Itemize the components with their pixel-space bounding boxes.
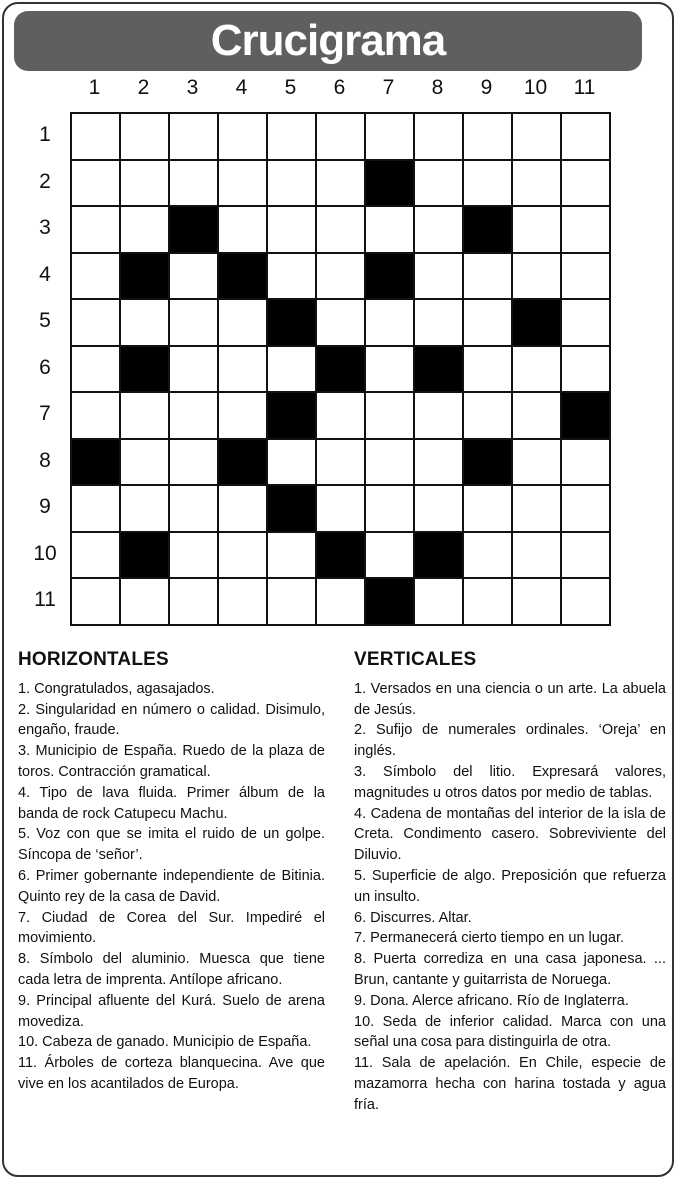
grid-cell-black: [464, 207, 513, 254]
grid-cell[interactable]: [72, 161, 121, 208]
grid-cell[interactable]: [268, 347, 317, 394]
grid-cell[interactable]: [464, 114, 513, 161]
row-number: 2: [39, 169, 51, 193]
horizontal-clues: [18, 650, 325, 1095]
row-number: 8: [39, 448, 51, 472]
grid-cell[interactable]: [366, 114, 415, 161]
grid-cell[interactable]: [317, 393, 366, 440]
clue-item: 8. Puerta corrediza en una casa japonesa. ... Brun, cantante y guitarrista de Noruega.: [354, 951, 666, 988]
grid-cell-black: [72, 440, 121, 487]
grid-cell-black: [415, 347, 464, 394]
grid-cell[interactable]: [170, 579, 219, 626]
clue-item: 4. Tipo de lava fluida. Primer álbum de la banda de rock Catupecu Machu.: [18, 784, 325, 822]
grid-cell[interactable]: [513, 440, 562, 487]
grid-cell[interactable]: [170, 486, 219, 533]
grid-cell[interactable]: [513, 114, 562, 161]
clue-item: 4. Cadena de montañas del interior de la isla de Creta. Condimento casero. Sobreviviente del Diluvio.: [354, 805, 666, 864]
grid-cell[interactable]: [415, 486, 464, 533]
grid-cell[interactable]: [513, 579, 562, 626]
grid-cell[interactable]: [317, 486, 366, 533]
clue-item: 3. Símbolo del litio. Expresará valores, magnitudes u otros datos por medio de tablas.: [354, 763, 666, 801]
grid-cell-black: [268, 300, 317, 347]
grid-cell[interactable]: [121, 486, 170, 533]
grid-cell[interactable]: [72, 207, 121, 254]
grid-cell[interactable]: [317, 161, 366, 208]
grid-cell[interactable]: [562, 161, 611, 208]
grid-cell-black: [268, 486, 317, 533]
grid-cell[interactable]: [121, 440, 170, 487]
grid-cell-black: [121, 254, 170, 301]
clue-item: 7. Permanecerá cierto tiempo en un lugar.: [354, 930, 625, 947]
grid-cell[interactable]: [464, 486, 513, 533]
grid-cell[interactable]: [219, 533, 268, 580]
clue-item: 11. Árboles de corteza blanquecina. Ave que vive en los acantilados de Europa.: [18, 1055, 325, 1092]
grid-cell[interactable]: [513, 347, 562, 394]
row-number: 4: [39, 262, 51, 286]
row-number: 7: [39, 402, 51, 425]
grid-cell-black: [366, 254, 415, 301]
vertical-clues: [354, 650, 666, 1116]
grid-cell[interactable]: [72, 347, 121, 394]
grid-cell-black: [464, 440, 513, 487]
grid-cell[interactable]: [219, 393, 268, 440]
grid-cell[interactable]: [513, 533, 562, 580]
grid-cell[interactable]: [268, 114, 317, 161]
grid-cell-black: [415, 533, 464, 580]
grid-cell-black: [170, 207, 219, 254]
grid-cell[interactable]: [170, 161, 219, 208]
column-number: 1: [88, 76, 101, 99]
column-number: 9: [480, 76, 493, 99]
grid-cell[interactable]: [317, 300, 366, 347]
grid-cell-black: [219, 254, 268, 301]
clue-item: 2. Singularidad en número o calidad. Disimulo, engaño, fraude.: [18, 701, 325, 739]
grid-cell[interactable]: [268, 254, 317, 301]
grid-cell[interactable]: [562, 254, 611, 301]
grid-cell[interactable]: [415, 254, 464, 301]
row-number: 6: [39, 355, 51, 379]
page-title: Crucigrama: [210, 16, 446, 65]
clue-item: 6. Primer gobernante independiente de Bitinia. Quinto rey de la casa de David.: [18, 867, 325, 905]
crossword-grid: [70, 112, 611, 626]
grid-cell[interactable]: [415, 440, 464, 487]
grid-cell[interactable]: [170, 300, 219, 347]
grid-cell[interactable]: [317, 207, 366, 254]
grid-cell[interactable]: [464, 533, 513, 580]
grid-cell[interactable]: [464, 393, 513, 440]
grid-cell[interactable]: [513, 486, 562, 533]
grid-cell[interactable]: [121, 161, 170, 208]
column-number: 6: [333, 76, 346, 99]
grid-cell[interactable]: [562, 300, 611, 347]
grid-cell[interactable]: [562, 114, 611, 161]
grid-cell[interactable]: [562, 486, 611, 533]
grid-cell[interactable]: [562, 440, 611, 487]
grid-cell[interactable]: [415, 300, 464, 347]
clue-item: 9. Dona. Alerce africano. Río de Inglaterra.: [354, 992, 629, 1009]
grid-cell[interactable]: [268, 533, 317, 580]
grid-cell[interactable]: [72, 254, 121, 301]
grid-cell[interactable]: [415, 393, 464, 440]
clue-item: 3. Municipio de España. Ruedo de la plaza de toros. Contracción gramatical.: [18, 743, 325, 780]
column-number: 11: [573, 76, 596, 99]
clue-item: 6. Discurres. Altar.: [354, 909, 472, 926]
grid-cell[interactable]: [219, 161, 268, 208]
grid-cell[interactable]: [464, 579, 513, 626]
grid-cell[interactable]: [366, 393, 415, 440]
grid-cell[interactable]: [170, 114, 219, 161]
clue-item: 5. Superficie de algo. Preposición que refuerza un insulto.: [354, 867, 666, 905]
grid-cell[interactable]: [415, 207, 464, 254]
grid-cell[interactable]: [219, 114, 268, 161]
vertical-heading: VERTICALES: [354, 649, 477, 670]
grid-cell[interactable]: [121, 300, 170, 347]
grid-cell[interactable]: [513, 393, 562, 440]
grid-cell[interactable]: [317, 254, 366, 301]
clue-item: 1. Congratulados, agasajados.: [18, 680, 215, 697]
grid-cell-black: [121, 533, 170, 580]
column-number: 10: [523, 76, 548, 99]
row-number: 10: [33, 541, 57, 565]
grid-cell[interactable]: [366, 533, 415, 580]
grid-cell[interactable]: [415, 114, 464, 161]
column-number: 8: [431, 76, 444, 99]
grid-cell-black: [121, 347, 170, 394]
grid-cell[interactable]: [268, 579, 317, 626]
clue-item: 7. Ciudad de Corea del Sur. Impediré el movimiento.: [18, 909, 325, 947]
row-number: 3: [39, 216, 51, 239]
row-number: 5: [39, 309, 51, 332]
grid-cell[interactable]: [121, 207, 170, 254]
grid-cell[interactable]: [72, 533, 121, 580]
grid-cell[interactable]: [219, 579, 268, 626]
clue-item: 5. Voz con que se imita el ruido de un golpe. Síncopa de ‘señor’.: [18, 826, 325, 864]
grid-cell[interactable]: [562, 347, 611, 394]
grid-cell[interactable]: [72, 393, 121, 440]
grid-cell[interactable]: [121, 579, 170, 626]
grid-cell[interactable]: [121, 393, 170, 440]
grid-cell[interactable]: [72, 579, 121, 626]
column-number: 4: [235, 76, 248, 99]
grid-cell[interactable]: [366, 347, 415, 394]
grid-cell[interactable]: [513, 254, 562, 301]
grid-cell[interactable]: [464, 254, 513, 301]
clue-item: 2. Sufijo de numerales ordinales. ‘Oreja’ en inglés.: [354, 722, 666, 760]
grid-cell[interactable]: [464, 161, 513, 208]
column-number: 7: [382, 76, 395, 99]
grid-cell[interactable]: [317, 114, 366, 161]
grid-cell[interactable]: [219, 486, 268, 533]
clue-item: 9. Principal afluente del Kurá. Suelo de arena movediza.: [18, 992, 325, 1030]
grid-cell[interactable]: [170, 393, 219, 440]
grid-cell-black: [317, 347, 366, 394]
grid-cell[interactable]: [562, 579, 611, 626]
grid-cell[interactable]: [268, 161, 317, 208]
grid-cell[interactable]: [170, 254, 219, 301]
grid-cell-black: [366, 579, 415, 626]
grid-cell-black: [317, 533, 366, 580]
grid-cell[interactable]: [170, 347, 219, 394]
grid-cell[interactable]: [121, 114, 170, 161]
grid-cell-black: [366, 161, 415, 208]
column-number: 3: [186, 76, 199, 99]
row-numbers: [22, 112, 68, 624]
row-number: 1: [39, 123, 51, 146]
grid-cell[interactable]: [464, 347, 513, 394]
grid-cell[interactable]: [366, 207, 415, 254]
grid-cell[interactable]: [219, 347, 268, 394]
grid-cell[interactable]: [415, 579, 464, 626]
column-numbers: [70, 76, 615, 104]
grid-cell[interactable]: [72, 300, 121, 347]
grid-cell[interactable]: [170, 533, 219, 580]
grid-cell[interactable]: [268, 207, 317, 254]
clue-item: 10. Seda de inferior calidad. Marca con una señal una cosa para distinguirla de otra.: [354, 1013, 666, 1051]
column-number: 5: [284, 76, 297, 99]
row-number: 11: [34, 588, 56, 611]
grid-cell[interactable]: [72, 486, 121, 533]
grid-cell[interactable]: [219, 300, 268, 347]
grid-cell[interactable]: [366, 440, 415, 487]
grid-cell[interactable]: [366, 300, 415, 347]
grid-cell[interactable]: [72, 114, 121, 161]
grid-cell-black: [268, 393, 317, 440]
grid-cell[interactable]: [513, 161, 562, 208]
grid-cell[interactable]: [366, 486, 415, 533]
grid-cell[interactable]: [562, 533, 611, 580]
grid-cell[interactable]: [464, 300, 513, 347]
column-number: 2: [137, 76, 150, 99]
row-number: 9: [39, 495, 51, 518]
clue-item: 11. Sala de apelación. En Chile, especie de mazamorra hecha con harina tostada y agua fría.: [354, 1055, 666, 1113]
grid-cell-black: [562, 393, 611, 440]
clue-item: 8. Símbolo del aluminio. Muesca que tiene cada letra de imprenta. Antílope africano.: [18, 951, 325, 988]
grid-cell[interactable]: [562, 207, 611, 254]
grid-cell[interactable]: [268, 440, 317, 487]
grid-cell-black: [513, 300, 562, 347]
horizontal-heading: HORIZONTALES: [18, 649, 169, 670]
grid-cell[interactable]: [513, 207, 562, 254]
title-banner: [14, 11, 642, 71]
grid-cell-black: [219, 440, 268, 487]
grid-cell[interactable]: [170, 440, 219, 487]
grid-cell[interactable]: [317, 440, 366, 487]
grid-cell[interactable]: [317, 579, 366, 626]
grid-cell[interactable]: [219, 207, 268, 254]
clue-item: 1. Versados en una ciencia o un arte. La abuela de Jesús.: [354, 680, 666, 718]
grid-cell[interactable]: [415, 161, 464, 208]
clue-item: 10. Cabeza de ganado. Municipio de España.: [18, 1034, 312, 1051]
